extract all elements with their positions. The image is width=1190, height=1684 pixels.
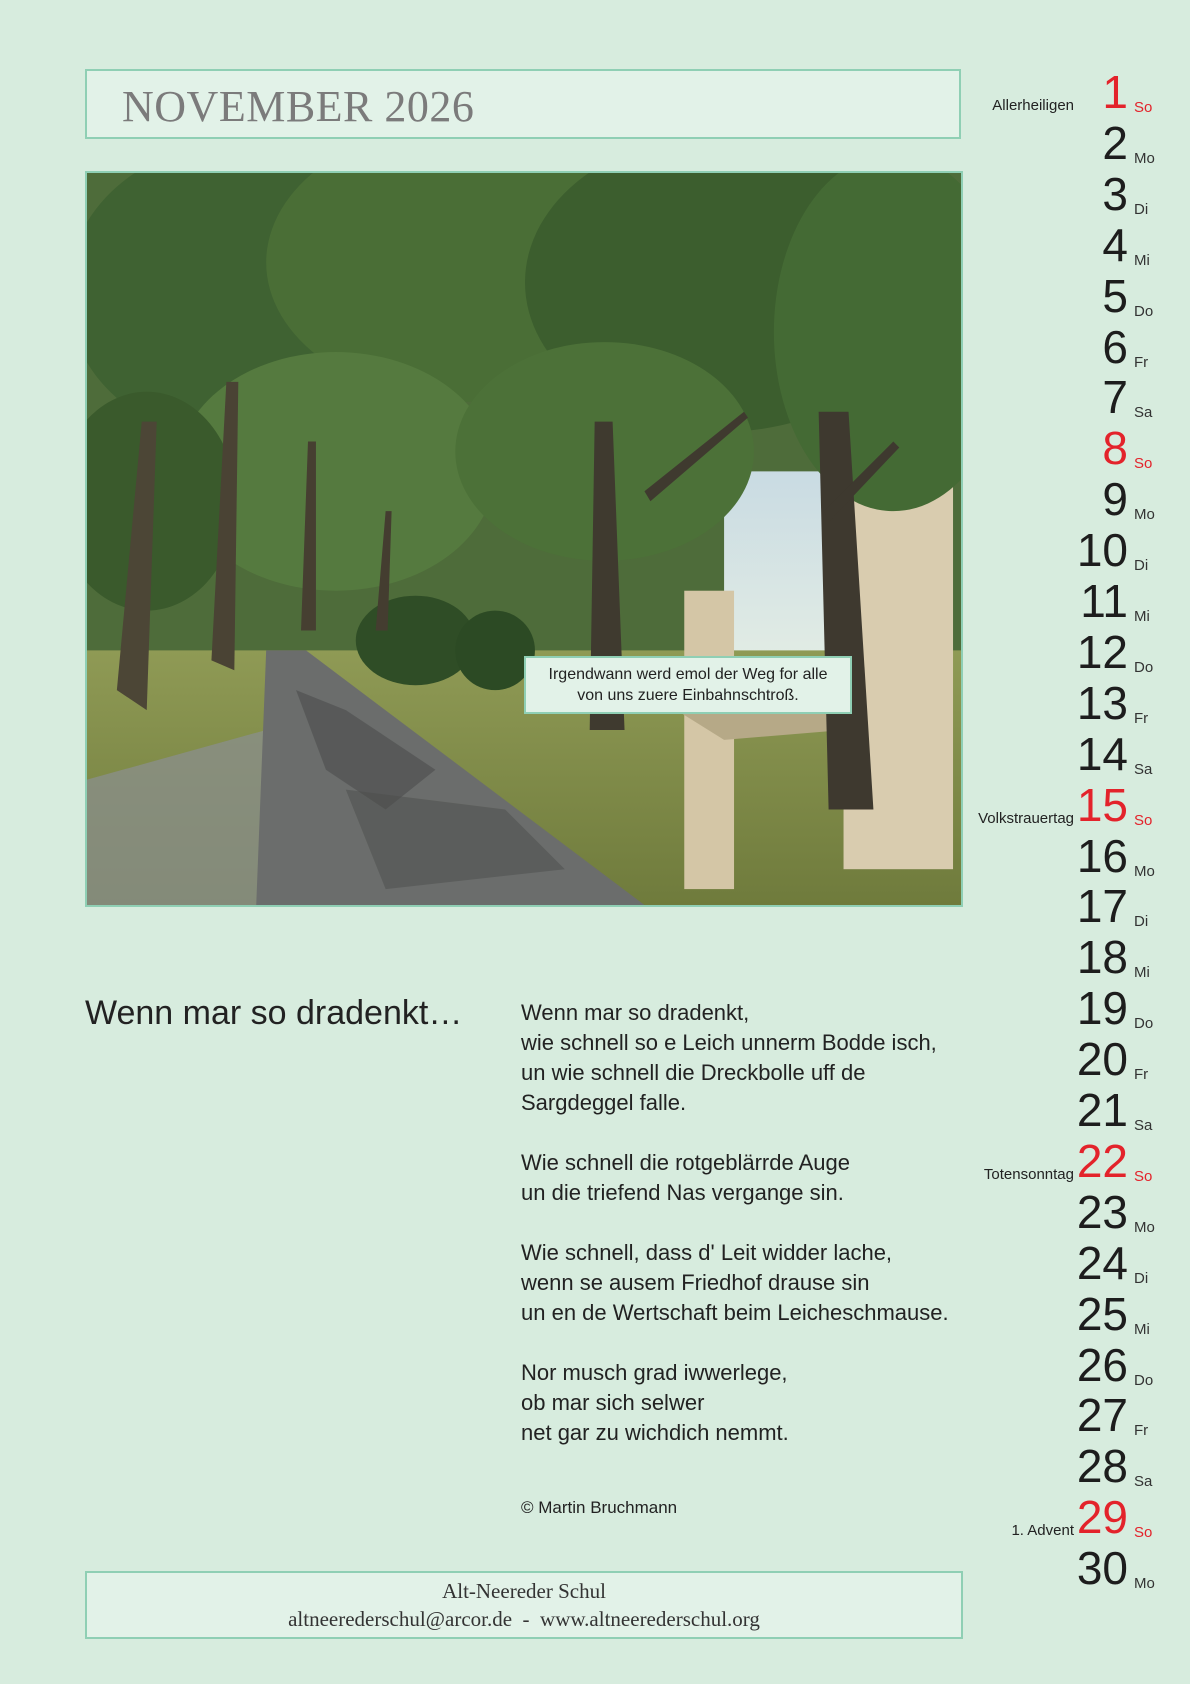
- day-number: 17: [1076, 880, 1128, 933]
- day-number: 5: [1102, 269, 1128, 322]
- weekday-label: Mi: [1134, 964, 1150, 982]
- poem-line: net gar zu wichdich nemmt.: [521, 1420, 789, 1445]
- day-number: 26: [1076, 1338, 1128, 1391]
- day-number: 20: [1076, 1033, 1128, 1086]
- day-number: 29: [1076, 1491, 1128, 1544]
- weekday-label: Fr: [1134, 1422, 1149, 1440]
- day-number: 13: [1076, 676, 1128, 729]
- calendar-day-3: [960, 166, 1190, 220]
- calendar-day-27: [960, 1387, 1190, 1442]
- calendar-day-10: [960, 522, 1190, 577]
- calendar-day-1: [960, 64, 1190, 118]
- poem-line: ob mar sich selwer: [521, 1390, 705, 1415]
- weekday-label: Di: [1134, 913, 1149, 931]
- weekday-label: Di: [1134, 1269, 1149, 1287]
- day-number: 21: [1076, 1084, 1128, 1136]
- poem-line: Nor musch grad iwwerlege,: [521, 1360, 788, 1385]
- calendar-day-8: [960, 420, 1190, 475]
- calendar-day-13: [960, 675, 1190, 729]
- photo-caption: [524, 656, 852, 714]
- day-number: 25: [1076, 1287, 1128, 1340]
- weekday-label: So: [1134, 455, 1153, 473]
- weekday-label: Di: [1134, 200, 1149, 218]
- poem-line: wie schnell so e Leich unnerm Bodde isch,: [521, 1030, 937, 1055]
- day-number: 7: [1102, 371, 1128, 424]
- calendar-day-30: [960, 1540, 1190, 1595]
- day-number: 18: [1076, 931, 1128, 984]
- weekday-label: Sa: [1134, 1473, 1153, 1491]
- poem-title: Wenn mar so dradenkt…: [85, 994, 463, 1032]
- calendar-day-21: [960, 1082, 1190, 1136]
- weekday-label: So: [1134, 811, 1153, 829]
- calendar-day-9: [960, 471, 1190, 526]
- footer-box: [85, 1571, 963, 1639]
- calendar-day-6: [960, 319, 1190, 373]
- weekday-label: Do: [1134, 658, 1154, 676]
- poem-stanza: [521, 998, 991, 1118]
- day-number: 14: [1076, 727, 1128, 780]
- day-number: 9: [1102, 473, 1128, 526]
- poem-line: un die triefend Nas vergange sin.: [521, 1180, 844, 1205]
- calendar-day-17: [960, 878, 1190, 933]
- weekday-label: Mo: [1134, 506, 1155, 524]
- calendar-day-5: [960, 268, 1190, 322]
- weekday-label: So: [1134, 99, 1153, 116]
- weekday-label: So: [1134, 1524, 1153, 1542]
- weekday-label: Fr: [1134, 709, 1149, 727]
- calendar-day-22: [960, 1133, 1190, 1187]
- weekday-label: Sa: [1134, 404, 1153, 422]
- cemetery-path-photo: [85, 171, 963, 907]
- calendar-day-19: [960, 980, 1190, 1035]
- poem-line: wenn se ausem Friedhof drause sin: [521, 1270, 870, 1295]
- calendar-day-12: [960, 624, 1190, 678]
- weekday-label: Do: [1134, 302, 1154, 320]
- weekday-label: Do: [1134, 1371, 1154, 1389]
- poem-stanza: [521, 1148, 991, 1208]
- holiday-label: Allerheiligen: [992, 97, 1074, 114]
- poem-stanza: [521, 1238, 991, 1328]
- calendar-day-26: [960, 1337, 1190, 1391]
- day-number: 28: [1076, 1440, 1128, 1493]
- day-number: 27: [1076, 1389, 1128, 1442]
- weekday-label: Sa: [1134, 760, 1153, 778]
- photo-caption-line-2: von uns zuere Einbahnschtroß.: [577, 687, 799, 704]
- calendar-day-24: [960, 1235, 1190, 1289]
- day-number: 15: [1076, 778, 1128, 831]
- weekday-label: Do: [1134, 1015, 1154, 1033]
- poem-line: Sargdeggel falle.: [521, 1090, 687, 1115]
- calendar-day-16: [960, 828, 1190, 882]
- calendar-day-11: [960, 573, 1190, 627]
- weekday-label: Mi: [1134, 251, 1150, 269]
- poem-line: un wie schnell die Dreckbolle uff de: [521, 1060, 866, 1085]
- weekday-label: So: [1134, 1167, 1153, 1185]
- weekday-label: Sa: [1134, 1117, 1153, 1134]
- day-number: 23: [1076, 1185, 1128, 1238]
- weekday-label: Mo: [1134, 862, 1155, 880]
- photo-illustration: [87, 173, 961, 905]
- calendar-day-23: [960, 1184, 1190, 1238]
- day-number: 22: [1076, 1134, 1128, 1187]
- month-title: NOVEMBER 2026: [122, 82, 475, 131]
- weekday-label: Fr: [1134, 1066, 1149, 1084]
- weekday-label: Mo: [1134, 1575, 1155, 1593]
- calendar-day-4: [960, 217, 1190, 271]
- day-number: 8: [1102, 422, 1128, 475]
- day-number: 6: [1102, 320, 1128, 373]
- day-number: 11: [1080, 575, 1128, 627]
- day-number: 1: [1102, 66, 1128, 118]
- day-number: 24: [1076, 1236, 1128, 1289]
- day-number: 30: [1076, 1542, 1128, 1595]
- month-title-box: [85, 69, 961, 139]
- day-number: 3: [1102, 167, 1128, 220]
- day-number: 16: [1076, 829, 1128, 882]
- poem-line: Wenn mar so dradenkt,: [521, 1000, 750, 1025]
- poem-text: [521, 998, 991, 1478]
- poem-line: Wie schnell, dass d' Leit widder lache,: [521, 1240, 893, 1265]
- day-number: 19: [1076, 982, 1128, 1035]
- poem-line: un en de Wertschaft beim Leicheschmause.: [521, 1300, 949, 1325]
- calendar-day-14: [960, 726, 1190, 780]
- holiday-label: Totensonntag: [983, 1165, 1074, 1183]
- calendar-day-29: [960, 1489, 1190, 1544]
- holiday-label: Volkstrauertag: [978, 809, 1074, 827]
- calendar-day-25: [960, 1286, 1190, 1340]
- weekday-label: Fr: [1134, 353, 1149, 371]
- weekday-label: Mi: [1134, 608, 1150, 625]
- holiday-label: 1. Advent: [1011, 1522, 1074, 1540]
- calendar-day-28: [960, 1438, 1190, 1493]
- weekday-label: Di: [1134, 557, 1149, 575]
- footer-name: Alt-Neereder Schul: [442, 1579, 606, 1603]
- calendar-day-20: [960, 1031, 1190, 1086]
- day-number: 12: [1076, 625, 1128, 678]
- footer-contact: altneerederschul@arcor.de - www.altneerederschul.org: [288, 1607, 760, 1631]
- photo-caption-line-1: Irgendwann werd emol der Weg for alle: [548, 666, 828, 683]
- calendar-day-18: [960, 929, 1190, 984]
- weekday-label: Mo: [1134, 1218, 1155, 1236]
- calendar-day-2: [960, 115, 1190, 169]
- poem-line: Wie schnell die rotgeblärrde Auge: [521, 1150, 850, 1175]
- poem-copyright: © Martin Bruchmann: [521, 1498, 678, 1517]
- day-number: 10: [1076, 524, 1128, 577]
- calendar-day-15: [960, 777, 1190, 831]
- day-number: 4: [1102, 218, 1128, 271]
- calendar-day-7: [960, 369, 1190, 424]
- day-number: 2: [1102, 116, 1128, 169]
- weekday-label: Mo: [1134, 149, 1155, 167]
- poem-stanza: [521, 1358, 991, 1448]
- weekday-label: Mi: [1134, 1320, 1150, 1338]
